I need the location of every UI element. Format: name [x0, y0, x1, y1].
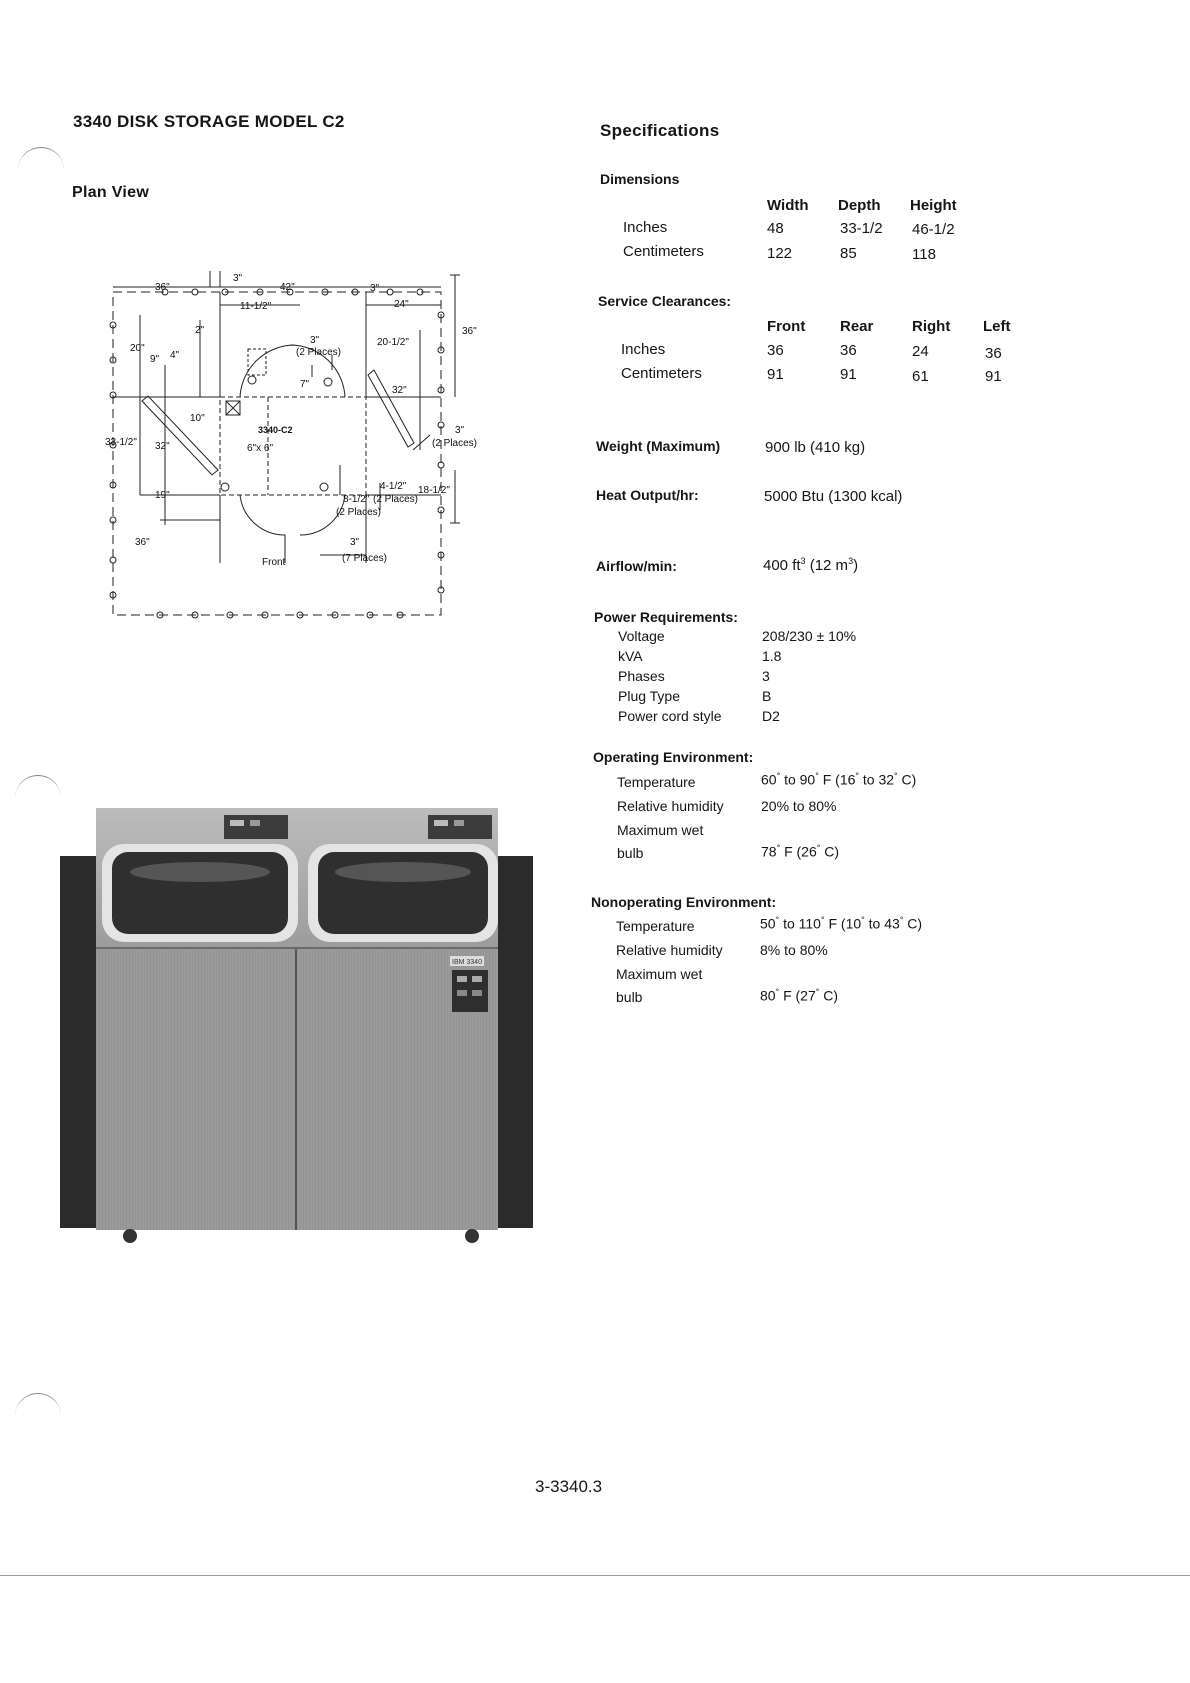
dim-label: 18-1/2": [418, 485, 450, 496]
env-row-label: bulb: [617, 845, 644, 861]
table-cell: 36: [985, 345, 1002, 362]
dim-label: 11-1/2": [240, 301, 272, 312]
dim-label: 36": [135, 537, 150, 548]
env-text: 80: [760, 987, 776, 1004]
env-row-label: Maximum wet: [616, 966, 703, 982]
airflow-exponent: 3: [800, 556, 806, 566]
airflow-value: [763, 556, 858, 574]
row-label: Centimeters: [621, 365, 702, 382]
dim-label: 20": [130, 343, 145, 354]
degree-sign: °: [776, 771, 781, 781]
env-text: to 90: [780, 771, 816, 788]
env-row-label: Relative humidity: [616, 942, 723, 958]
power-row-value: 1.8: [762, 648, 782, 664]
env-row-label: bulb: [616, 989, 643, 1005]
dim-label: 3": [350, 537, 360, 548]
env-text: C): [897, 771, 917, 788]
dimensions-label: Dimensions: [600, 171, 680, 187]
env-temperature-value: [760, 915, 922, 932]
table-cell: 48: [767, 220, 784, 237]
dim-label: 32": [392, 385, 407, 396]
specifications-heading: Specifications: [600, 121, 720, 140]
punch-mark: [18, 147, 64, 178]
page-number: 3-3340.3: [535, 1477, 603, 1496]
env-text: 78: [761, 843, 777, 860]
power-row-value: B: [762, 688, 772, 704]
degree-sign: °: [815, 987, 820, 997]
table-cell: 118: [912, 246, 936, 263]
power-row-value: D2: [762, 708, 780, 724]
dim-label: 6"x 6": [247, 443, 274, 454]
col-left: Left: [983, 318, 1011, 335]
env-row-label: Maximum wet: [617, 822, 704, 838]
col-rear: Rear: [840, 318, 874, 335]
table-cell: 24: [912, 343, 929, 360]
airflow-label: Airflow/min:: [596, 558, 677, 574]
dim-label: 8-1/2": [343, 494, 370, 505]
env-text: to 43: [864, 915, 900, 932]
page-title: 3340 DISK STORAGE MODEL C2: [73, 112, 345, 131]
env-text: to 110: [779, 915, 821, 932]
power-row-value: 208/230 ± 10%: [762, 628, 857, 644]
dim-label: 2": [195, 325, 205, 336]
env-text: C): [820, 843, 840, 860]
env-humidity-value: 8% to 80%: [760, 942, 828, 958]
degree-sign: °: [815, 771, 819, 781]
table-cell: 46-1/2: [912, 221, 955, 238]
footer-divider: [0, 1575, 1190, 1576]
degree-sign: °: [861, 915, 865, 925]
dim-label: 3": [455, 425, 465, 436]
dim-label: (2 Places): [336, 507, 382, 518]
env-bulb-value: [760, 987, 838, 1004]
dim-label: 36": [462, 326, 477, 337]
power-row-label: Voltage: [618, 628, 665, 644]
dim-label: (2 Places): [373, 494, 419, 505]
weight-value: 900 lb (410 kg): [765, 439, 866, 456]
env-row-label: Relative humidity: [617, 798, 724, 814]
col-width: Width: [767, 197, 809, 214]
dim-label: 4": [170, 350, 180, 361]
env-text: 60: [761, 771, 777, 788]
env-temperature-value: [761, 771, 916, 788]
dim-label: 36": [155, 282, 170, 293]
machine-photo: [60, 808, 533, 1248]
row-label: Inches: [621, 341, 666, 358]
punch-mark: [15, 1393, 61, 1424]
table-cell: 122: [767, 245, 793, 262]
table-cell: 91: [985, 368, 1002, 385]
env-text: C): [903, 915, 923, 932]
dim-label: 7": [300, 379, 310, 390]
table-cell: 36: [840, 342, 857, 359]
table-cell: 91: [840, 366, 857, 383]
degree-sign: °: [775, 915, 780, 925]
table-cell: 33-1/2: [840, 220, 883, 237]
photo-badge: IBM 3340: [452, 959, 482, 966]
power-row-label: Plug Type: [618, 688, 681, 704]
dim-label: 42": [280, 282, 295, 293]
heat-value: 5000 Btu (1300 kcal): [764, 488, 903, 505]
plan-view-label: Plan View: [72, 184, 150, 201]
env-text: F (27: [779, 987, 816, 1004]
dim-label: (2 Places): [296, 347, 342, 358]
dim-label: 20-1/2": [377, 337, 409, 348]
service-clearances-label: Service Clearances:: [598, 293, 732, 309]
env-bulb-value: [761, 843, 839, 860]
plan-view-diagram: [100, 265, 530, 625]
unit-label: 3340-C2: [258, 425, 293, 435]
power-row-label: Power cord style: [618, 708, 722, 724]
dim-label: 9": [150, 354, 160, 365]
env-text: to 32: [859, 771, 895, 788]
dim-label: 32": [155, 441, 170, 452]
env-text: F (16: [818, 771, 856, 788]
env-text: F (10: [824, 915, 862, 932]
col-right: Right: [912, 318, 951, 335]
table-cell: 61: [912, 368, 929, 385]
dim-label: 4-1/2": [380, 481, 407, 492]
dim-label: (2 Places): [432, 438, 478, 449]
table-cell: 36: [767, 342, 784, 359]
env-row-label: Temperature: [616, 918, 695, 934]
power-row-label: Phases: [618, 668, 665, 684]
env-text: C): [819, 987, 839, 1004]
airflow-text: 400 ft: [763, 557, 801, 574]
row-label: Inches: [623, 219, 668, 236]
weight-label: Weight (Maximum): [596, 438, 721, 454]
airflow-text: (12 m: [805, 557, 849, 574]
degree-sign: °: [775, 987, 780, 997]
col-front: Front: [767, 318, 806, 335]
table-cell: 85: [840, 245, 857, 262]
env-humidity-value: 20% to 80%: [761, 798, 837, 814]
degree-sign: °: [899, 915, 904, 925]
power-row-label: kVA: [618, 648, 643, 664]
dim-label: (7 Places): [342, 553, 388, 564]
power-row-value: 3: [762, 668, 770, 684]
row-label: Centimeters: [623, 243, 704, 260]
env-text: 50: [760, 915, 776, 932]
nonoperating-label: Nonoperating Environment:: [591, 894, 777, 910]
front-label: Front: [262, 557, 286, 568]
table-cell: 91: [767, 366, 784, 383]
degree-sign: °: [855, 771, 860, 781]
degree-sign: °: [776, 843, 781, 853]
env-row-label: Temperature: [617, 774, 696, 790]
power-label: Power Requirements:: [594, 609, 738, 625]
dim-label: 3": [310, 335, 320, 346]
env-text: F (26: [780, 843, 817, 860]
degree-sign: °: [820, 915, 825, 925]
dim-label: 24": [394, 299, 409, 310]
dim-label: 3": [233, 273, 243, 284]
airflow-exponent: 3: [848, 556, 854, 566]
airflow-text: ): [853, 557, 859, 574]
col-depth: Depth: [838, 197, 881, 214]
heat-label: Heat Output/hr:: [596, 487, 699, 503]
dim-label: 19": [155, 490, 170, 501]
degree-sign: °: [894, 771, 898, 781]
degree-sign: °: [816, 843, 821, 853]
dim-label: 33-1/2": [105, 437, 137, 448]
dim-label: 10": [190, 413, 205, 424]
col-height: Height: [910, 197, 957, 214]
dim-label: 3": [370, 283, 380, 294]
punch-mark: [15, 775, 61, 806]
operating-label: Operating Environment:: [593, 749, 754, 765]
